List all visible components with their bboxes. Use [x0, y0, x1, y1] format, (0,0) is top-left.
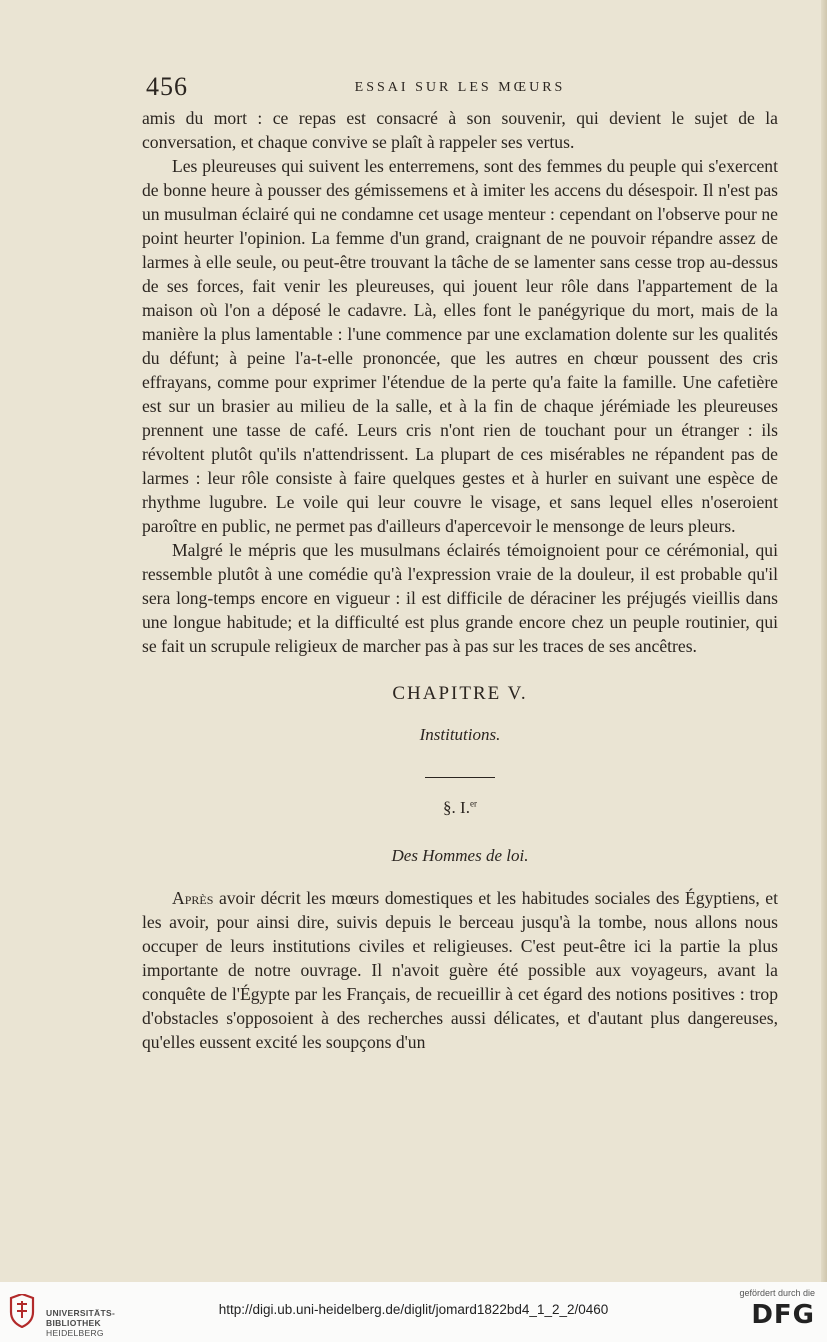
permalink-url[interactable]: http://digi.ub.uni-heidelberg.de/diglit/jomard1822bd4_1_2_2/0460: [218, 1302, 609, 1317]
section-divider: [425, 777, 495, 778]
funding-logo[interactable]: [725, 1288, 815, 1330]
paragraph-continuation: amis du mort : ce repas est consacré à son souvenir, qui devient le sujet de la conversation, et chaque convive se plaît à rappeler ses vertus.: [142, 108, 778, 152]
page-number: 456: [146, 72, 188, 101]
library-line-3: HEIDELBERG: [46, 1328, 104, 1338]
dfg-logo: DFG: [751, 1300, 815, 1330]
lead-word: Après: [172, 888, 214, 908]
paragraph-mepris: Malgré le mépris que les musulmans éclairés témoignoient pour ce cérémonial, qui ressemble plutôt à une comédie qu'à l'expression vraie de la douleur, il est probable qu'il sera long-temps encore en vigueur : il est difficile de déraciner les préjugés vieillis dans une longue habitude; et la difficulté est plus grande encore chez un peuple routinier, qui se fait un scrupule religieux de marcher pas à pas sur les traces de ses ancêtres.: [142, 540, 778, 656]
section-number: [142, 798, 778, 818]
library-line-1: UNIVERSITÄTS-: [46, 1308, 116, 1318]
footer-bar: [0, 1282, 827, 1342]
page-content: [142, 68, 778, 1054]
paragraph-pleureuses: Les pleureuses qui suivent les enterremens, sont des femmes du peuple qui s'exercent de bonne heure à pousser des gémissemens et à imiter les accens du désespoir. Il n'est pas un musulman éclairé qui ne condamne cet usage menteur : cependant on l'observe pour ne point heurter l'opinion. La femme d'un grand, craignant de ne pouvoir répandre assez de larmes à elle seule, ou peut-être trouvant la tâche de se lamenter sans cesse trop au-dessus de ses forces, fait venir les pleureuses, qui jouent leur rôle dans l'appartement de la maison où l'on a déposé le cadavre. Là, elles font le panégyrique du mort, mais de la manière la plus lamentable : l'une commence par une exclamation dolente sur les qualités du défunt; à peine l'a-t-elle prononcée, que les autres en chœur poussent des cris effrayans, comme pour exprimer l'étendue de la perte qu'a faite la famille. Une cafetière est sur un brasier au milieu de la salle, et à la fin de chaque jérémiade les pleureuses prennent une tasse de café. Leurs cris n'ont rien de touchant pour un étranger : ils révoltent plutôt qu'ils n'attendrissent. La plupart de ces misérables ne répandent pas de larmes : leur rôle consiste à faire quelques gestes et à hurler en suivant une espèce de rhythme lugubre. Le voile qui leur couvre le visage, et sans lequel elles n'oseroient paroître en public, ne permet pas d'ailleurs d'apercevoir le mensonge de leurs pleurs.: [142, 156, 778, 536]
running-head: [142, 68, 778, 106]
section-number-sup: er: [469, 798, 477, 809]
funding-label: gefördert durch die: [739, 1288, 815, 1298]
chapter-title: CHAPITRE V.: [392, 683, 528, 704]
section-number-text: §. I.: [443, 798, 470, 817]
page-edge-shadow: [821, 0, 827, 1282]
library-line-2: BIBLIOTHEK: [46, 1318, 101, 1328]
chapter-subtitle: Institutions.: [419, 725, 501, 744]
section-title: Des Hommes de loi.: [391, 846, 529, 865]
running-title: ESSAI SUR LES MŒURS: [354, 80, 566, 95]
paragraph-institutions: [142, 886, 778, 1054]
paragraph-text: avoir décrit les mœurs domestiques et les habitudes sociales des Égyptiens, et les avoir, pour ainsi dire, suivis depuis le berceau jusqu'à la tombe, nous allons nous occuper de leurs institutions civiles et religieuses. C'est peut-être ici la partie la plus importante de notre ouvrage. Il n'avoit guère été possible aux voyageurs, avant la conquête de l'Égypte par les Français, de recueillir à cet égard des notions positives : trop d'obstacles s'opposoient à des recherches aussi délicates, et d'autant plus dangereuses, qu'elles eussent excité les soupçons d'un: [142, 888, 778, 1052]
